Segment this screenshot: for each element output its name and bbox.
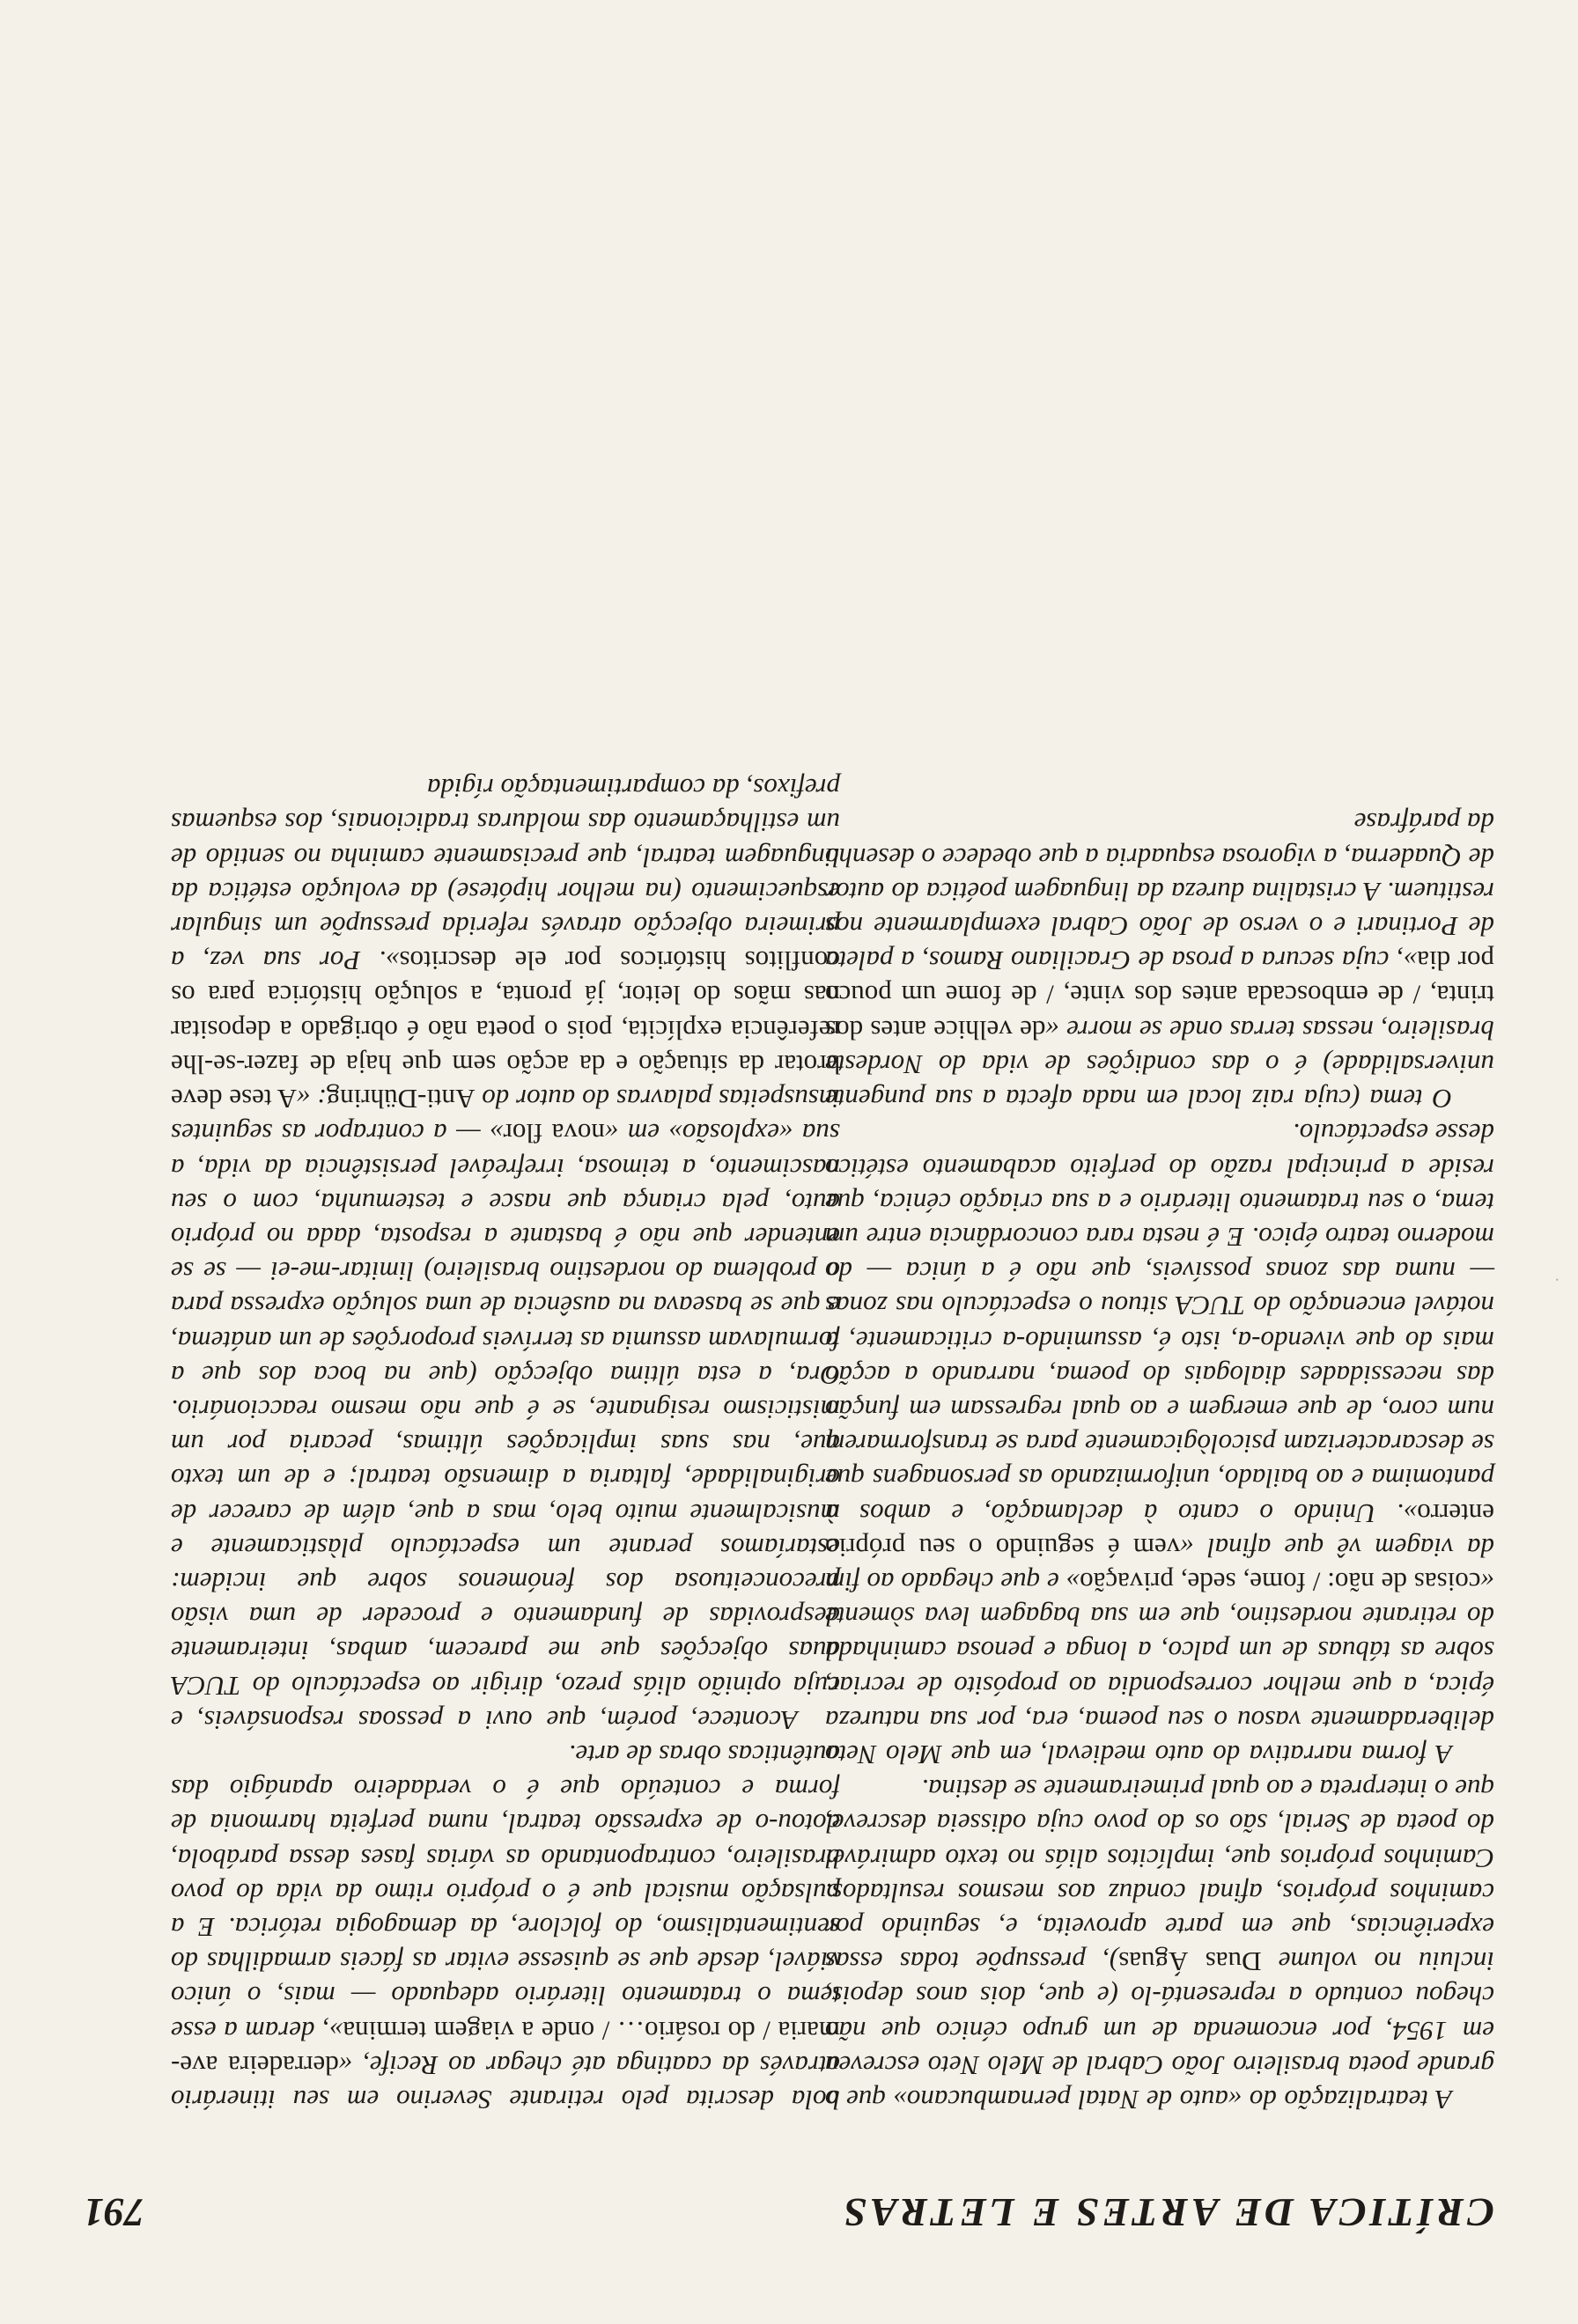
paragraph: [171, 771, 840, 1738]
text-run-italic: A forma narrativa do auto medieval, em que Melo Neto deliberadamente vasou o seu poema, era, por sua natureza épica, a que melhor correspondia ao propósito de recriar, sobre as tábuas de um palco, a longa e penosa caminhada do retirante nordestino, que em sua bagagem leva sòmente «: [825, 1566, 1494, 1770]
text-run-roman: vem é seguindo o seu próprio enterro: [824, 1497, 1494, 1563]
paragraph: [171, 1738, 840, 2117]
running-head-title: CRÍTICA DE ARTES E LETRAS: [840, 2190, 1494, 2235]
text-run-roman: coisas de não: / fome, sede, privação: [1080, 1566, 1481, 1598]
text-run-italic: Acontece, porém, que ouvi a pessoas responsáveis, e cuja opinião aliás prezo, dirigir ao espectáculo do TUCA duas objecções que me parecem, ambas, inteiramente desprovidas de fundamento e proceder de uma visão preconceituosa dos fenómenos sobre que incidem: estaríamos perante um espectáculo plàsticamente e musicalmente muito belo, mas a que, além de carecer de originalidade, faltaria a dimensão teatral; e de um texto que, nas suas implicações últimas, pecaria por um misticismo resignante, se é que não mesmo reaccionário. Ora, a esta última objecção (que na boca dos que a formulavam assumia as terríveis proporções de um anátema, e que se baseava na ausência de uma solução expressa para o problema do nordestino brasileiro) limitar-me-ei — se se entender que não é bastante a resposta, dada no próprio auto, pela criança que nasce e testemunha, com o seu nascimento, a teimosa, irrefreável persistência da vida, a sua «explosão» em «: [171, 1118, 840, 1736]
text-run-italic: O tema (cuja raiz local em nada afecta a sua pungente universalidade) é o das condições de vida do Nordeste brasileiro, nessas terras onde se morre «: [825, 1014, 1494, 1115]
left-column: [825, 805, 1494, 2117]
text-run-roman: nova flor: [503, 1118, 605, 1150]
text-run-italic: », cuja secura a prosa de Graciliano Ramos, a paleta de Portinari e o verso de João Cabral exemplarmente nos restituem. A cristalina dureza da linguagem poética do autor de Quaderna, a vigorosa esquadria a que obedece o desenho da paráfrase: [825, 807, 1494, 977]
paragraph: [825, 1772, 1494, 2117]
text-run-italic: », deram a esse tema o tratamento literário adequado — mais, o único viável, desde que se quisesse evitar as fáceis armadilhas do sentimentalismo, do folclore, da demagogia retórica. E a pulsação musical que é o próprio ritmo da vida do povo brasileiro, contrapontando as várias fases dessa parábola, dotou-o de expressão teatral, numa perfeita harmonia de forma e conteúdo que é o verdadeiro apanágio das autênticas obras de arte.: [171, 1739, 840, 2047]
margin-mark: ˙: [1553, 1263, 1560, 1285]
text-run-italic: » e que chegado ao fim da viagem vê que afinal «: [825, 1532, 1494, 1598]
text-run-italic: » — a contrapor as seguintes insuspeitas palavras do autor do: [171, 1084, 840, 1150]
text-run-roman: derradeira ave-maria / do rosário… / onde a viagem termina: [171, 2015, 840, 2081]
text-run-roman: Anti-Dühring: [326, 1084, 476, 1115]
page-number: 791: [84, 2190, 144, 2235]
text-run-roman: de velhice antes dos trinta, / de emboscada antes dos vinte, / de fome um pouco por dia: [825, 945, 1494, 1046]
text-run-italic: A teatralização do «auto de Natal pernambucano» que o grande poeta brasileiro João Cabral de Melo Neto escreveu em 1954, por encomenda de um grupo cénico que não chegou contudo a representá-lo (e que, dois anos depois, incluiu no volume: [825, 1946, 1494, 2115]
paragraph: [825, 1116, 1494, 1772]
text-run-italic: : «: [297, 1084, 327, 1115]
right-column: [171, 771, 840, 2117]
paragraph: [825, 805, 1494, 1116]
text-run-italic: bola descrita pelo retirante Severino em seu itinerário através da caatinga até chegar ao Recife, «: [171, 2049, 840, 2115]
running-head: [84, 2192, 1494, 2236]
text-run-roman: Duas Águas: [1118, 1946, 1262, 1978]
text-run-italic: ». Por sua vez, a primeira objecção através referida pressupõe um singular esquecimento (na melhor hipótese) da evolução estética da linguagem teatral, que precisamente caminha no sentido de um estilhaçamento das molduras tradicionais, dos esquemas prefixos, da compartimentação rígida: [171, 773, 840, 977]
text-run-italic: ), pressupõe todas essas experiências, que em parte aproveita, e, seguindo por caminhos próprios, afinal conduz aos mesmos resultados. Caminhos próprios que, implícitos aliás no texto admirável do poeta de Serial, são os do povo cuja odisseia descreve, que o interpreta e ao qual primeiramente se destina.: [825, 1774, 1494, 1978]
text-run-roman: A tese deve brotar da situação e da acção sem que haja de fazer-se-lhe referência explícita, pois o poeta não é obrigado a depositar nas mãos do leitor, já pronta, a solução histórica para os conflitos históricos por ele descritos: [170, 945, 840, 1115]
text-run-italic: ». Unindo o canto à declamação, e ambos à pantomima e ao bailado, uniformizando as personagens que se descaracterizam psicològicamente para se transformarem num coro, de que emergem e ao qual regressam em função das necessidades dialogais do poema, narrando a acção mais do que vivendo-a, isto é, assumindo-a criticamente, a notável encenação do TUCA situou o espectáculo nas zonas — numa das zonas possíveis, que não é a única — do moderno teatro épico. E é nesta rara concordância entre um tema, o seu tratamento literário e a sua criação cénica, que reside a principal razão do perfeito acabamento estético desse espectáculo.: [825, 1118, 1494, 1529]
